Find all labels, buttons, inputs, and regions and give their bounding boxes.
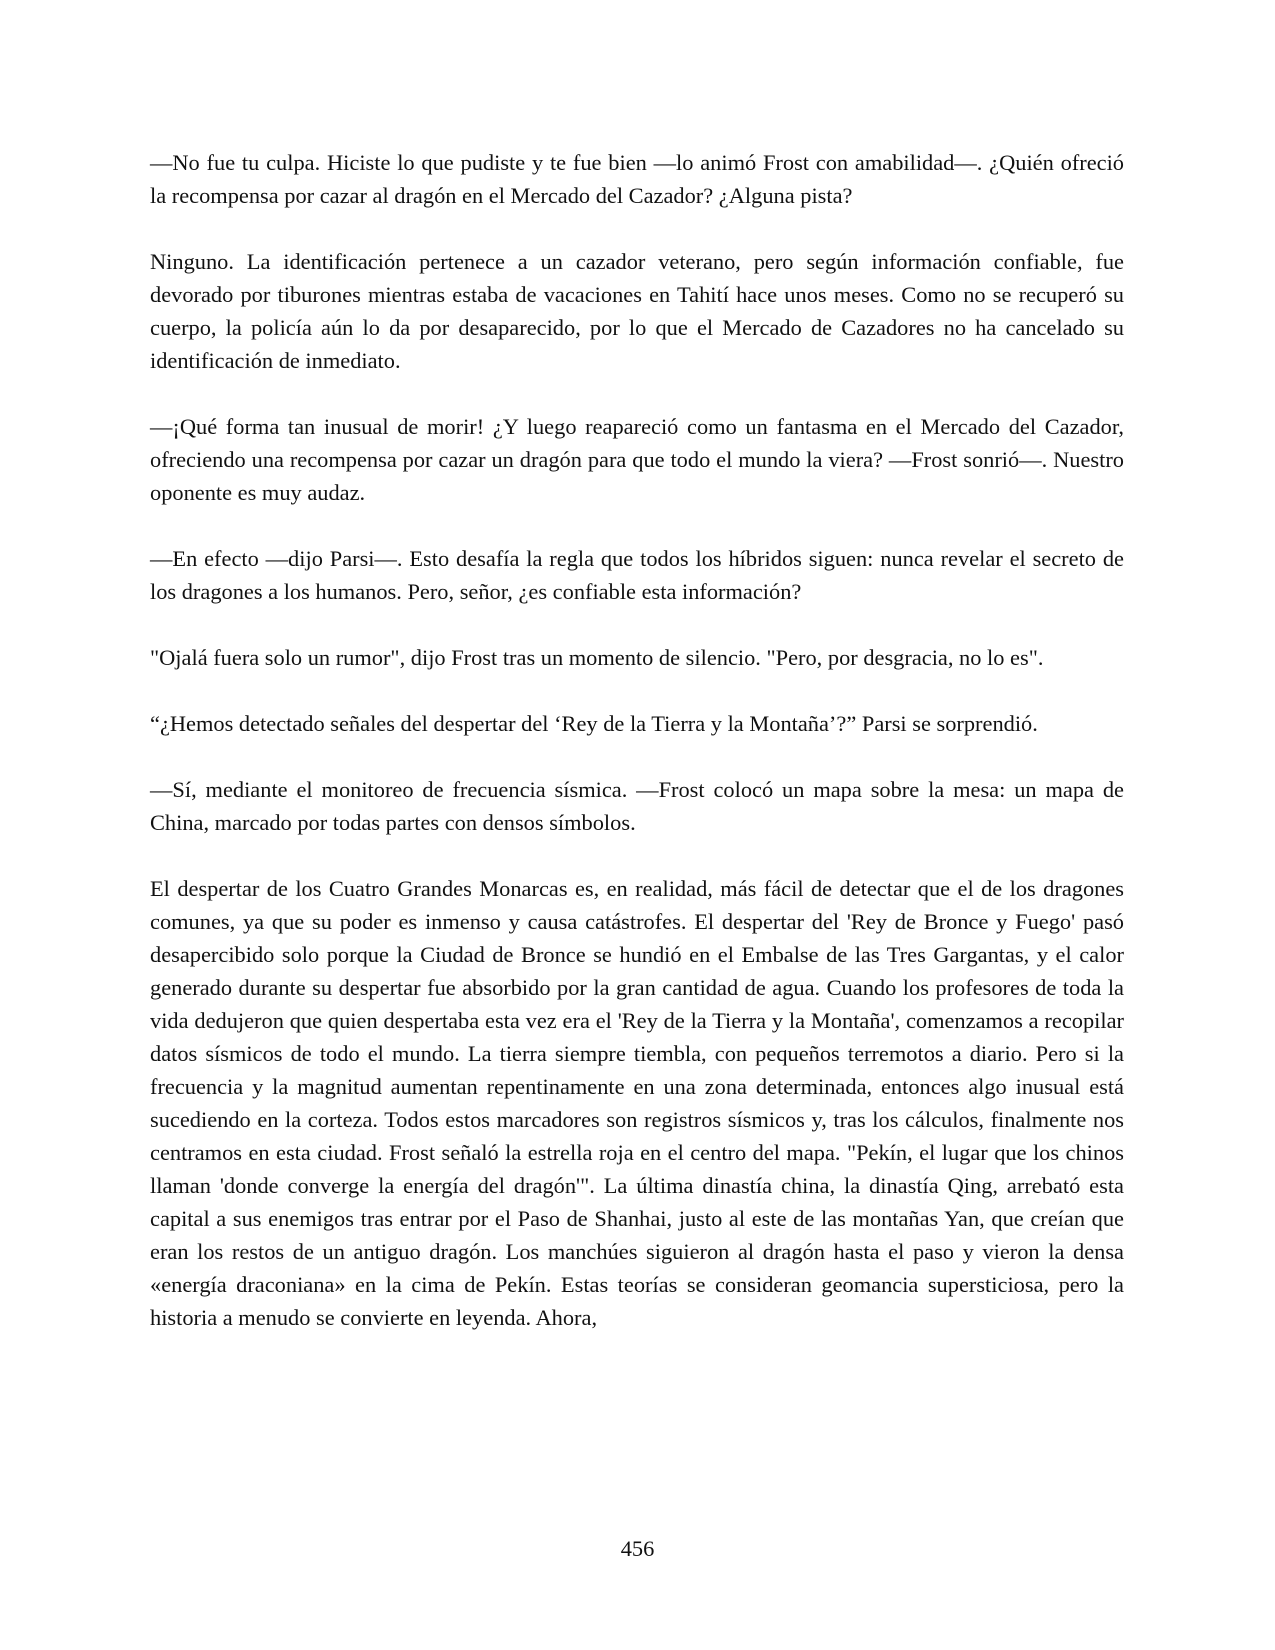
paragraph: “¿Hemos detectado señales del despertar del ‘Rey de la Tierra y la Montaña’?” Parsi se sorprendió.: [150, 711, 1038, 736]
paragraph: "Ojalá fuera solo un rumor", dijo Frost tras un momento de silencio. "Pero, por desgracia, no lo es".: [150, 645, 1044, 670]
page-number: 456: [620, 1536, 655, 1561]
paragraph: —¡Qué forma tan inusual de morir! ¿Y luego reapareció como un fantasma en el Mercado del Cazador, ofreciendo una recompensa por cazar un dragón para que todo el mundo la viera? —Frost sonrió—. Nuestro oponente es muy audaz.: [150, 414, 1124, 505]
page-body: [150, 146, 1124, 1334]
paragraph: —En efecto —dijo Parsi—. Esto desafía la regla que todos los híbridos siguen: nunca revelar el secreto de los dragones a los humanos. Pero, señor, ¿es confiable esta información?: [150, 546, 1124, 604]
paragraph: Ninguno. La identificación pertenece a un cazador veterano, pero según información confiable, fue devorado por tiburones mientras estaba de vacaciones en Tahití hace unos meses. Como no se recuperó su cuerpo, la policía aún lo da por desaparecido, por lo que el Mercado de Cazadores no ha cancelado su identificación de inmediato.: [150, 249, 1124, 373]
paragraph: El despertar de los Cuatro Grandes Monarcas es, en realidad, más fácil de detectar que el de los dragones comunes, ya que su poder es inmenso y causa catástrofes. El despertar del 'Rey de Bronce y Fuego' pasó desapercibido solo porque la Ciudad de Bronce se hundió en el Embalse de las Tres Gargantas, y el calor generado durante su despertar fue absorbido por la gran cantidad de agua. Cuando los profesores de toda la vida dedujeron que quien despertaba esta vez era el 'Rey de la Tierra y la Montaña', comenzamos a recopilar datos sísmicos de todo el mundo. La tierra siempre tiembla, con pequeños terremotos a diario. Pero si la frecuencia y la magnitud aumentan repentinamente en una zona determinada, entonces algo inusual está sucediendo en la corteza. Todos estos marcadores son registros sísmicos y, tras los cálculos, finalmente nos centramos en esta ciudad. Frost señaló la estrella roja en el centro del mapa. "Pekín, el lugar que los chinos llaman 'donde converge la energía del dragón'". La última dinastía china, la dinastía Qing, arrebató esta capital a sus enemigos tras entrar por el Paso de Shanhai, justo al este de las montañas Yan, que creían que eran los restos de un antiguo dragón. Los manchúes siguieron al dragón hasta el paso y vieron la densa «energía draconiana» en la cima de Pekín. Estas teorías se consideran geomancia supersticiosa, pero la historia a menudo se convierte en leyenda. Ahora,: [150, 876, 1124, 1330]
paragraph: —Sí, mediante el monitoreo de frecuencia sísmica. —Frost colocó un mapa sobre la mesa: un mapa de China, marcado por todas partes con densos símbolos.: [150, 777, 1124, 835]
paragraph: —No fue tu culpa. Hiciste lo que pudiste y te fue bien —lo animó Frost con amabilidad—. ¿Quién ofreció la recompensa por cazar al dragón en el Mercado del Cazador? ¿Alguna pista?: [150, 150, 1124, 208]
